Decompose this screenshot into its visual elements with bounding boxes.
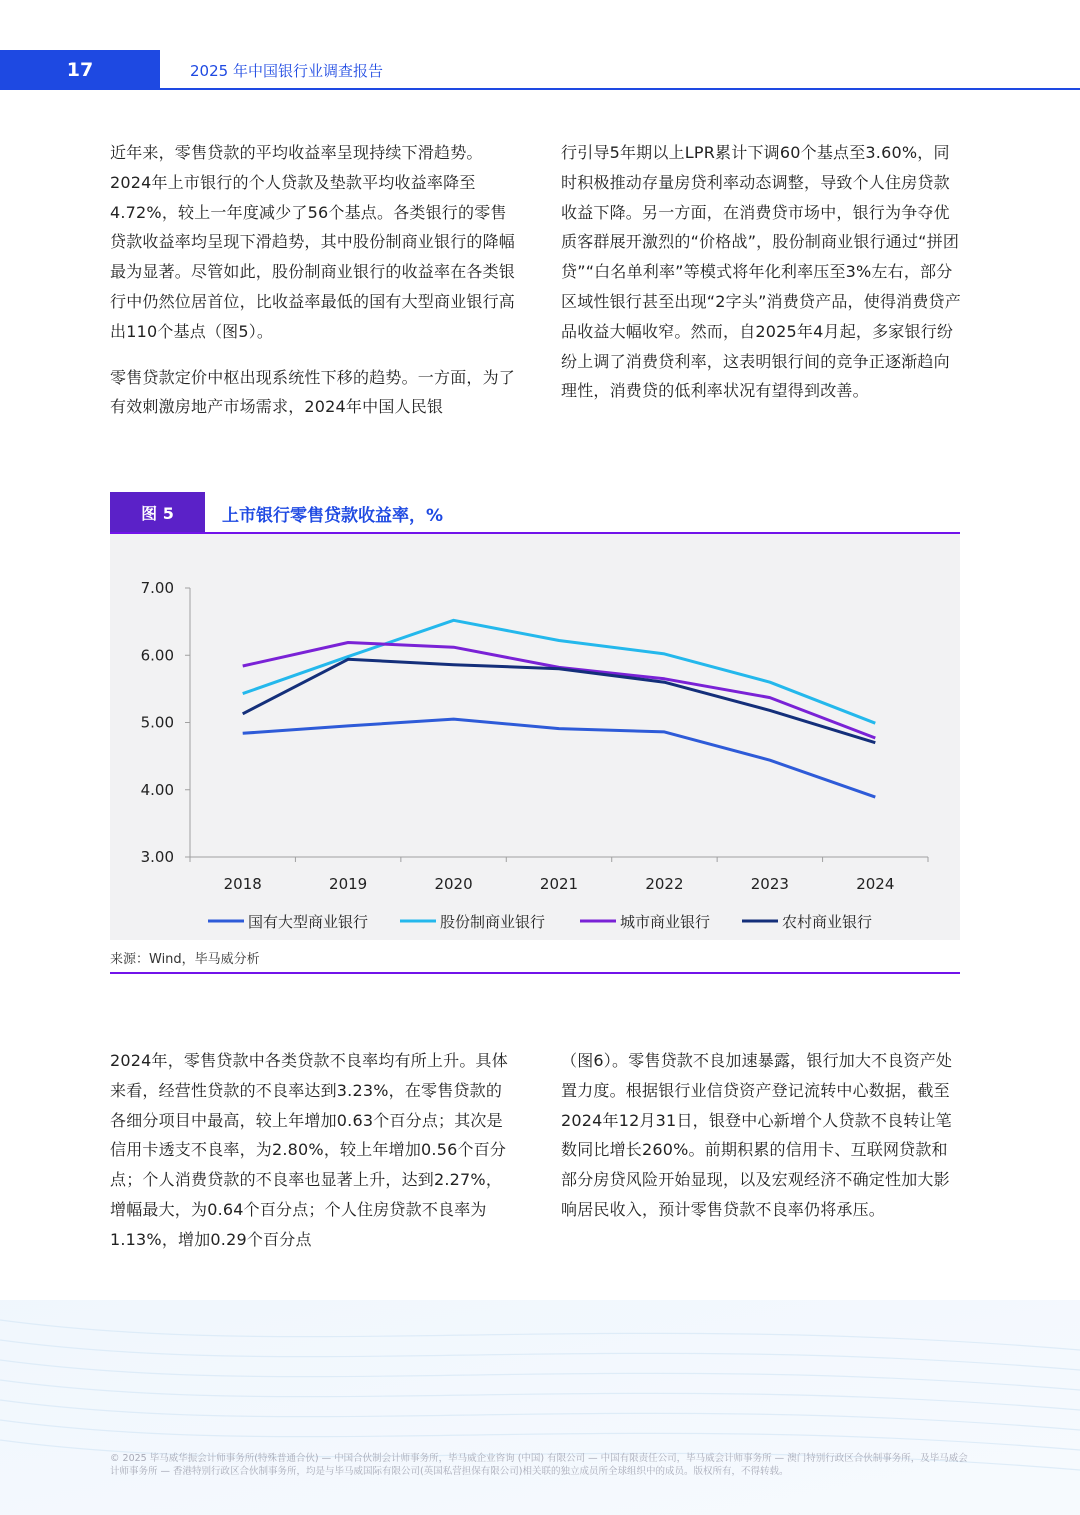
- legend-label: 国有大型商业银行: [248, 913, 369, 931]
- left-text-column: [110, 138, 518, 438]
- x-tick-label: 2019: [329, 875, 368, 893]
- series-line-2: [243, 620, 876, 723]
- figure-header: [110, 492, 960, 534]
- x-tick-label: 2021: [539, 875, 579, 893]
- right-text-column: [561, 138, 963, 422]
- y-tick-label: 4.00: [140, 780, 174, 799]
- y-tick-label: 5.00: [140, 713, 174, 732]
- legend-label: 城市商业银行: [620, 913, 711, 931]
- y-tick-label: 6.00: [140, 646, 174, 665]
- paragraph: （图6）。零售贷款不良加速暴露，银行加大不良资产处置力度。根据银行业信贷资产登记流转中心数据，截至2024年12月31日，银登中心新增个人贷款不良转让笔数同比增长260%。前期积累的信用卡、互联网贷款和部分房贷风险开始显现，以及宏观经济不确定性加大影响居民收入，预计零售贷款不良率仍将承压。: [561, 1051, 953, 1219]
- header-rule: [160, 88, 1080, 90]
- series-line-3: [243, 643, 876, 739]
- line-chart: [110, 534, 960, 940]
- paragraph: 行引导5年期以上LPR累计下调60个基点至3.60%，同时积极推动存量房贷利率动态调整，导致个人住房贷款收益下降。另一方面，在消费贷市场中，银行为争夺优质客群展开激烈的“价格战”，股份制商业银行通过“拼团贷”“白名单利率”等模式将年化利率压至3%左右，部分区域性银行甚至出现“2字头”消费贷产品，使得消费贷产品收益大幅收窄。然而，自2025年4月起，多家银行纷纷上调了消费贷利率，这表明银行间的竞争正逐渐趋向理性，消费贷的低利率状况有望得到改善。: [561, 143, 961, 401]
- x-tick-label: 2024: [856, 875, 895, 893]
- figure-title: 上市银行零售贷款收益率，%: [222, 506, 444, 526]
- figure-tag: 图 5: [110, 492, 205, 532]
- figure-source: 来源：Wind，毕马威分析: [110, 952, 260, 967]
- legend-label: 股份制商业银行: [440, 913, 546, 931]
- paragraph: 2024年，零售贷款中各类贷款不良率均有所上升。具体来看，经营性贷款的不良率达到3.23%，在零售贷款的各细分项目中最高，较上年增加0.63个百分点；其次是信用卡透支不良率，为2.80%，较上年增加0.56个百分点；个人消费贷款的不良率也显著上升，达到2.27%，增幅最大，为0.64个百分点；个人住房贷款不良率为1.13%，增加0.29个百分点: [110, 1051, 508, 1249]
- x-tick-label: 2020: [434, 875, 473, 893]
- x-tick-label: 2022: [645, 875, 684, 893]
- legend-label: 农村商业银行: [782, 913, 873, 931]
- bottom-left-text-column: [110, 1046, 518, 1271]
- chart-panel: [110, 534, 960, 940]
- y-tick-label: 7.00: [140, 579, 174, 597]
- paragraph: 零售贷款定价中枢出现系统性下移的趋势。一方面，为了有效刺激房地产市场需求，2024年中国人民银: [110, 367, 516, 417]
- series-line-1: [243, 719, 876, 797]
- x-tick-label: 2018: [223, 875, 262, 893]
- bottom-right-text-column: [561, 1046, 963, 1241]
- x-tick-label: 2023: [750, 875, 789, 893]
- background-wave-decoration: [0, 1300, 1080, 1515]
- y-tick-label: 3.00: [140, 848, 174, 866]
- source-rule: [110, 972, 960, 974]
- page-number: 17: [0, 50, 160, 90]
- report-title: 2025 年中国银行业调查报告: [190, 62, 383, 80]
- paragraph: 近年来，零售贷款的平均收益率呈现持续下滑趋势。2024年上市银行的个人贷款及垫款平均收益率降至4.72%，较上一年度减少了56个基点。各类银行的零售贷款收益率均呈现下滑趋势，其中股份制商业银行的降幅最为显著。尽管如此，股份制商业银行的收益率在各类银行中仍然位居首位，比收益率最低的国有大型商业银行高出110个基点（图5）。: [110, 143, 516, 341]
- copyright-footer: © 2025 毕马威华振会计师事务所(特殊普通合伙) — 中国合伙制会计师事务所，毕马威企业咨询 (中国) 有限公司 — 中国有限责任公司，毕马威会计师事务所 — 澳门特别行政区合伙制事务所，及毕马威会计师事务所 — 香港特别行政区合伙制事务所，均是与毕马威国际有限公司(英国私营担保有限公司)相关联的独立成员所全球组织中的成员。版权所有，不得转载。: [110, 1453, 968, 1477]
